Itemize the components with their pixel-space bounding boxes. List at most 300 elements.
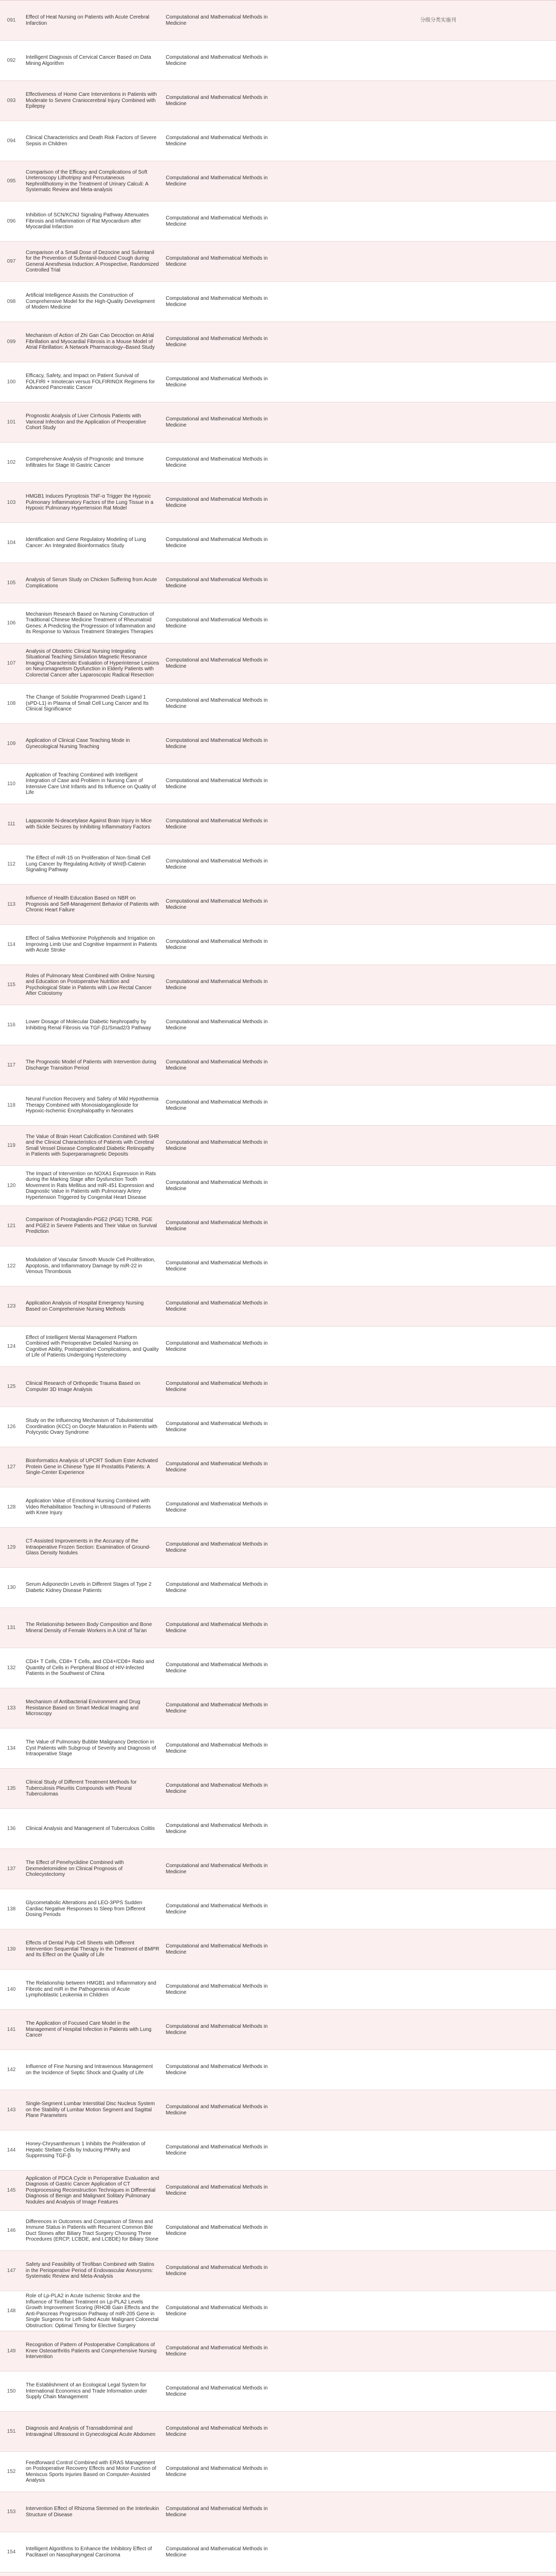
remark — [417, 925, 556, 964]
journal-name: Computational and Mathematical Methods in Medicine — [166, 456, 268, 468]
table-row — [0, 2532, 556, 2572]
journal-name: Computational and Mathematical Methods in Medicine — [166, 2426, 268, 2437]
article-title: Intelligent Algorithms to Enhance the Inhibitory Effect of Paclitaxel on Nasopharyngeal Carcinoma — [26, 2546, 152, 2558]
affiliation — [286, 402, 417, 442]
remark — [417, 2572, 556, 2576]
article-title: The Prognostic Model of Patients with Intervention during Discharge Transition Period — [26, 1059, 157, 1071]
journal-name: Computational and Mathematical Methods in Medicine — [166, 2064, 268, 2076]
article-title: Honey-Chrysanthemum 1 Inhibits the Proliferation of Hepatic Stellate Cells by Inducing PPARγ and Suppressing TGF-β — [26, 2141, 146, 2159]
journal-name: Computational and Mathematical Methods in Medicine — [166, 1059, 268, 1071]
table-row — [0, 1889, 556, 1929]
remark — [417, 402, 556, 442]
article-title: The Establishment of an Ecological Legal System for International Economics and Trade Information under Supply Chain Management — [26, 2382, 147, 2400]
row-index: 139 — [7, 1946, 16, 1952]
affiliation — [286, 965, 417, 1005]
row-index: 109 — [7, 740, 16, 747]
article-title: Roles of Pulmonary Meat Combined with Online Nursing and Education on Postoperative Nutrition and Psychological State in Patients with Low Rectal Cancer After Colostomy — [26, 973, 155, 996]
journal-name: Computational and Mathematical Methods in Medicine — [166, 1702, 268, 1714]
affiliation — [286, 2532, 417, 2572]
row-index: 101 — [7, 419, 16, 425]
article-title: The Impact of Intervention on NOXA1 Expression in Rats during the Marking Stage after Dysfunction Tooth Movement in Rats Mellitus and miR-451 Expression and Diagnostic Value in Patients with Pulmonary Artery Hypertension Triggered by Congenital Heart Disease — [26, 1171, 156, 1200]
affiliation — [286, 2211, 417, 2250]
remark — [417, 1728, 556, 1768]
affiliation — [286, 1447, 417, 1487]
journal-name: Computational and Mathematical Methods in Medicine — [166, 1220, 268, 1232]
table-row — [0, 1327, 556, 1367]
table-row — [0, 1728, 556, 1769]
row-index: 103 — [7, 499, 16, 505]
remark — [417, 322, 556, 362]
affiliation — [286, 81, 417, 121]
table-row — [0, 402, 556, 443]
table-row — [0, 161, 556, 201]
remark — [417, 483, 556, 522]
affiliation — [286, 362, 417, 402]
table-row — [0, 563, 556, 603]
table-row — [0, 684, 556, 724]
article-title: Prognostic Analysis of Liver Cirrhosis Patients with Variceal Infection and the Application of Preoperative Cohort Study — [26, 413, 146, 431]
affiliation — [286, 724, 417, 764]
article-title: The Relationship between HMGB1 and Inflammatory and Fibrotic and miR in the Pathogenesis of Acute Lymphoblastic Leukemia in Children — [26, 1980, 157, 1998]
remark — [417, 1889, 556, 1929]
remark — [417, 1809, 556, 1849]
table-row — [0, 925, 556, 965]
article-title: Recognition of Pattern of Postoperative Complications of Knee Osteoarthritis Patients and Comprehensive Nursing Intervention — [26, 2342, 157, 2360]
remark — [417, 1849, 556, 1889]
row-index: 123 — [7, 1303, 16, 1309]
remark — [417, 2492, 556, 2532]
affiliation — [286, 1407, 417, 1447]
remark — [417, 1970, 556, 2009]
affiliation — [286, 443, 417, 482]
article-title: Identification and Gene Regulatory Modeling of Lung Cancer: An Integrated Bioinformatics Study — [26, 537, 146, 549]
journal-name: Computational and Mathematical Methods in Medicine — [166, 215, 268, 227]
article-title: Effect of Saliva Methionine Polyphenols and Irrigation on Improving Limb Use and Cognitive Impairment in Patients with Acute Stroke — [26, 936, 158, 954]
row-index: 094 — [7, 138, 16, 144]
affiliation — [286, 2050, 417, 2090]
remark — [417, 2171, 556, 2210]
article-title: Influence of Fine Nursing and Intravenous Management on the Incidence of Septic Shock and Quality of Life — [26, 2064, 153, 2076]
article-title: The Effect of miR-15 on Proliferation of Non-Small Cell Lung Cancer by Regulating Activity of Wnt/β-Catenin Signaling Pathway — [26, 855, 151, 873]
table-row — [0, 1045, 556, 1086]
affiliation — [286, 1327, 417, 1366]
row-index: 138 — [7, 1906, 16, 1912]
journal-name: Computational and Mathematical Methods in Medicine — [166, 1140, 268, 1151]
remark — [417, 1327, 556, 1366]
article-title: Clinical Research of Orthopedic Trauma Based on Computer 3D Image Analysis — [26, 1381, 141, 1393]
table-row — [0, 764, 556, 804]
article-title: Neural Function Recovery and Safety of Mild Hypothermia Therapy Combined with Monosialoganglioside for Hypoxic-Ischemic Encephalopathy in Neonates — [26, 1096, 159, 1114]
affiliation — [286, 2291, 417, 2331]
table-row — [0, 483, 556, 523]
remark — [417, 603, 556, 643]
affiliation — [286, 1166, 417, 1206]
affiliation — [286, 1528, 417, 1567]
article-title: Feedforward Control Combined with ERAS Management on Postoperative Recovery Effects and Motor Function of Meniscus Sports Injuries Based on Computer-Assisted Analysis — [26, 2460, 157, 2483]
row-index: 099 — [7, 338, 16, 345]
article-title: Clinical Study of Different Treatment Methods for Tuberculosis Pleuritis Compounds with Pleural Tuberculomas — [26, 1780, 137, 1798]
remark — [417, 282, 556, 321]
row-index: 147 — [7, 2267, 16, 2274]
journal-name: Computational and Mathematical Methods in Medicine — [166, 1582, 268, 1594]
article-title: Glycometabolic Alterations and LEO-3PPS Sudden Cardiac Negative Responses to Sleep from Different Dosing Periods — [26, 1900, 146, 1918]
affiliation — [286, 1005, 417, 1045]
journal-name: Computational and Mathematical Methods in Medicine — [166, 1823, 268, 1835]
row-index: 141 — [7, 2026, 16, 2032]
article-title: Clinical Characteristics and Death Risk Factors of Severe Sepsis in Children — [26, 135, 157, 147]
table-row — [0, 242, 556, 282]
affiliation — [286, 523, 417, 563]
affiliation — [286, 1688, 417, 1728]
row-index: 117 — [7, 1062, 15, 1068]
affiliation — [286, 2010, 417, 2049]
article-title: Application of PDCA Cycle in Perioperative Evaluation and Diagnosis of Gastric Cancer Application of CT Postprocessing Reconstruction Techniques in Differential Diagnosis of Benign and Malignant Solitary Pulmonary Nodules and Analysis of Image Features — [26, 2175, 160, 2205]
remark — [417, 1648, 556, 1688]
remark — [417, 362, 556, 402]
journal-name: Computational and Mathematical Methods in Medicine — [166, 657, 268, 669]
article-title: The Relationship between Body Composition and Bone Mineral Density of Female Workers in A Unit of Tai'an — [26, 1622, 152, 1634]
affiliation — [286, 2171, 417, 2210]
row-index: 116 — [7, 1022, 15, 1028]
table-row — [0, 1528, 556, 1568]
journal-name: Computational and Mathematical Methods in Medicine — [166, 1662, 268, 1674]
remark — [417, 804, 556, 844]
journal-name: Computational and Mathematical Methods in Medicine — [166, 577, 268, 589]
affiliation — [286, 925, 417, 964]
journal-name: Computational and Mathematical Methods in Medicine — [166, 1742, 268, 1754]
table-row — [0, 1286, 556, 1327]
remark — [417, 1447, 556, 1487]
row-index: 151 — [7, 2428, 16, 2434]
article-title — [23, 2572, 163, 2576]
affiliation — [286, 322, 417, 362]
table-row — [0, 2492, 556, 2532]
row-index: 113 — [7, 901, 15, 907]
row-index: 107 — [7, 660, 16, 666]
row-index: 112 — [7, 861, 15, 867]
affiliation — [286, 1086, 417, 1125]
journal-name: Computational and Mathematical Methods in Medicine — [166, 296, 268, 308]
journal-name: Computational and Mathematical Methods in Medicine — [166, 1461, 268, 1473]
row-index: 142 — [7, 2066, 16, 2073]
remark — [417, 1286, 556, 1326]
affiliation — [286, 1648, 417, 1688]
remark — [417, 1528, 556, 1567]
article-title: Effectiveness of Home Care Interventions in Patients with Moderate to Severe Craniocerebral Injury Combined with Epilepsy — [26, 92, 157, 110]
row-index: 129 — [7, 1544, 16, 1550]
table-row — [0, 1086, 556, 1126]
article-title: Comparison of a Small Dose of Dezocine and Sufentanil for the Prevention of Sufentanil-Induced Cough during General Anesthesia Induction: A Prospective, Randomized Controlled Trial — [26, 249, 159, 273]
affiliation — [286, 1206, 417, 1246]
remark — [417, 2291, 556, 2331]
table-row — [0, 1769, 556, 1809]
affiliation — [286, 1286, 417, 1326]
row-index: 121 — [7, 1223, 16, 1229]
remark — [417, 643, 556, 683]
journal-name — [163, 2572, 286, 2576]
journal-name: Computational and Mathematical Methods in Medicine — [166, 256, 268, 267]
journal-name: Computational and Mathematical Methods in Medicine — [166, 979, 268, 991]
table-row — [0, 81, 556, 121]
article-title: Clinical Analysis and Management of Tuberculous Colitis — [26, 1825, 155, 1832]
table-row — [0, 2452, 556, 2492]
article-title: Intelligent Diagnosis of Cervical Cancer Based on Data Mining Algorithm — [26, 55, 151, 66]
row-index: 148 — [7, 2308, 16, 2314]
remark — [417, 2251, 556, 2291]
affiliation — [286, 2412, 417, 2451]
journal-name: Computational and Mathematical Methods in Medicine — [166, 1501, 268, 1513]
row-index: 114 — [7, 941, 15, 947]
article-title: Application Value of Emotional Nursing Combined with Video Rehabilitation Teaching in Ultrasound of Patients with Knee Injury — [26, 1498, 151, 1516]
affiliation — [286, 1487, 417, 1527]
affiliation — [286, 2090, 417, 2130]
remark — [417, 1568, 556, 1607]
row-index: 096 — [7, 218, 16, 224]
remark — [417, 2130, 556, 2170]
remark — [417, 1929, 556, 1969]
journal-name: Computational and Mathematical Methods in Medicine — [166, 95, 268, 107]
table-row — [0, 2412, 556, 2452]
table-row — [0, 1809, 556, 1849]
affiliation — [286, 201, 417, 241]
table-row — [0, 804, 556, 844]
affiliation — [286, 2492, 417, 2532]
table-row — [0, 1126, 556, 1166]
row-index: 118 — [7, 1102, 15, 1108]
affiliation — [286, 483, 417, 522]
journal-name: Computational and Mathematical Methods in Medicine — [166, 698, 268, 709]
row-index: 154 — [7, 2549, 16, 2555]
journal-name: Computational and Mathematical Methods in Medicine — [166, 336, 268, 348]
article-title: Safety and Feasibility of Tirofiban Combined with Statins in the Perioperative Period of Endovascular Aneurysms: Systematic Review and Meta-Analysis — [26, 2262, 154, 2280]
remark — [417, 2412, 556, 2451]
affiliation — [286, 1929, 417, 1969]
affiliation — [286, 1809, 417, 1849]
affiliation — [286, 2371, 417, 2411]
table-row — [0, 322, 556, 362]
journal-name: Computational and Mathematical Methods in Medicine — [166, 1381, 268, 1393]
journal-name: Computational and Mathematical Methods in Medicine — [166, 1903, 268, 1915]
affiliation — [286, 1608, 417, 1648]
remark: 分级分类实施刊 — [420, 17, 456, 23]
journal-name: Computational and Mathematical Methods in Medicine — [166, 2104, 268, 2116]
article-title: The Value of Pulmonary Bubble Malignancy Detection in Cyst Patients with Subgroup of Severity and Diagnosis of Intraoperative Stage — [26, 1739, 156, 1757]
journal-name: Computational and Mathematical Methods in Medicine — [166, 2466, 268, 2478]
article-title: The Application of Focused Care Model in the Management of Hospital Infection in Patients with Lung Cancer — [26, 2021, 152, 2039]
remark — [417, 885, 556, 924]
journal-name: Computational and Mathematical Methods in Medicine — [166, 899, 268, 910]
article-title: Modulation of Vascular Smooth Muscle Cell Proliferation, Apoptosis, and Inflammatory Damage by miR-22 in Venous Thrombosis — [26, 1257, 155, 1275]
table-row — [0, 1970, 556, 2010]
row-index: 152 — [7, 2468, 16, 2475]
article-title: CD4+ T Cells, CD8+ T Cells, and CD4+/CD8+ Ratio and Quantity of Cells in Peripheral Blood of HIV-Infected Patients in the Southwest of China — [26, 1659, 154, 1677]
journal-name: Computational and Mathematical Methods in Medicine — [166, 2024, 268, 2036]
row-index: 093 — [7, 97, 16, 104]
article-title: Analysis of Obstetric Clinical Nursing Integrating Situational Teaching Simulation Magnetic Resonance Imaging Characteristic Evaluation of Hyperintense Lesions on Neuromagnetism Dysfunction in Elderly Patients with Colorectal Cancer after Laparoscopic Radical Resection — [26, 648, 160, 678]
row-index: 133 — [7, 1705, 16, 1711]
journal-name: Computational and Mathematical Methods in Medicine — [166, 1541, 268, 1553]
table-row — [0, 443, 556, 483]
table-row — [0, 2130, 556, 2171]
table-row — [0, 1608, 556, 1648]
row-index: 131 — [7, 1624, 16, 1631]
affiliation — [286, 1246, 417, 1286]
row-index: 135 — [7, 1785, 16, 1791]
remark — [417, 1166, 556, 1206]
remark — [417, 764, 556, 804]
row-index: 153 — [7, 2509, 16, 2515]
article-title: Intervention Effect of Rhizoma Stemmed on the Interleukin Structure of Disease — [26, 2506, 159, 2518]
table-row — [0, 282, 556, 322]
remark — [417, 1086, 556, 1125]
remark — [417, 523, 556, 563]
journal-name: Computational and Mathematical Methods in Medicine — [166, 778, 268, 790]
remark — [417, 1367, 556, 1406]
journal-name: Computational and Mathematical Methods in Medicine — [166, 1019, 268, 1031]
row-index: 145 — [7, 2187, 16, 2193]
row-index: 106 — [7, 620, 16, 626]
table-row — [0, 1407, 556, 1447]
journal-name: Computational and Mathematical Methods in Medicine — [166, 617, 268, 629]
row-index: 100 — [7, 379, 16, 385]
table-row — [0, 1929, 556, 1970]
affiliation — [286, 161, 417, 201]
affiliation — [286, 1568, 417, 1607]
row-index: 097 — [7, 258, 16, 264]
affiliation — [286, 41, 417, 80]
table-row — [0, 1367, 556, 1407]
table-row — [0, 2090, 556, 2130]
row-index: 146 — [7, 2227, 16, 2233]
journal-name: Computational and Mathematical Methods in Medicine — [166, 1180, 268, 1192]
affiliation — [286, 1769, 417, 1808]
remark — [417, 1487, 556, 1527]
row-index: 126 — [7, 1423, 16, 1430]
row-index: 122 — [7, 1263, 16, 1269]
table-row — [0, 362, 556, 402]
row-index: 125 — [7, 1383, 16, 1389]
article-title: Role of Lp-PLA2 in Acute Ischemic Stroke and the Influence of Tirofiban Treatment on Lp-PLA2 Levels Growth Improvement Scoring (RHOB Gain Effects and the Anti-Pancreas Progression Pathway of mIR-205 Gene in Single Surgeons for Left-Sided Acute Malignant Colorectal Obstruction: Optimal Timing for Elective Surgery — [26, 2293, 159, 2329]
article-title: Comprehensive Analysis of Prognostic and Immune Infiltrates for Stage III Gastric Cancer — [26, 456, 144, 468]
table-row — [0, 1206, 556, 1246]
row-index: 150 — [7, 2388, 16, 2394]
article-title: Artificial Intelligence Assists the Construction of Comprehensive Model for the High-Quality Development of Modern Medicine — [26, 293, 155, 311]
table-row — [0, 1648, 556, 1688]
affiliation — [286, 1728, 417, 1768]
affiliation — [286, 684, 417, 723]
journal-name: Computational and Mathematical Methods in Medicine — [166, 175, 268, 187]
journal-name: Computational and Mathematical Methods in Medicine — [166, 2385, 268, 2397]
remark — [417, 1688, 556, 1728]
journal-name: Computational and Mathematical Methods in Medicine — [166, 416, 268, 428]
journal-name: Computational and Mathematical Methods in Medicine — [166, 2506, 268, 2518]
article-title: Lower Dosage of Molecular Diabetic Nephropathy by Inhibiting Renal Fibrosis via TGF-β1/Smad2/3 Pathway — [26, 1019, 151, 1031]
remark — [417, 2331, 556, 2371]
remark — [417, 563, 556, 603]
remark — [417, 965, 556, 1005]
affiliation — [286, 2331, 417, 2371]
affiliation — [286, 603, 417, 643]
row-index: 105 — [7, 580, 16, 586]
article-title: HMGB1 Induces Pyroptosis TNF-α Trigger the Hypoxic Pulmonary Inflammatory Factors of the Lung Tissue in a Hypoxic Pulmonary Hypertension Rat Model — [26, 494, 153, 512]
journal-name: Computational and Mathematical Methods in Medicine — [166, 537, 268, 549]
table-row — [0, 2291, 556, 2331]
affiliation — [286, 1045, 417, 1085]
article-title: The Value of Brain Heart Calcification Combined with SHR and the Clinical Characteristics of Patients with Cerebral Small Vessel Disease Complicated Diabetic Retinopathy in Patients with Superparamagnetic Deposits — [26, 1133, 159, 1157]
table-row — [0, 1447, 556, 1487]
row-index: 128 — [7, 1504, 16, 1510]
journal-name: Computational and Mathematical Methods in Medicine — [166, 2144, 268, 2156]
article-title: Bioinformatics Analysis of UPCRT Sodium Ester Activated Protein Gene in Chinese Type III Prostatitis Patients: A Single-Center Experience — [26, 1458, 158, 1476]
table-row — [0, 1487, 556, 1528]
article-title: Mechanism Research Based on Nursing Construction of Traditional Chinese Medicine Treatment of Rheumatoid Genes: A Predicting the Progression of Inflammation and its Response to Various Treatment Strategies Therapies — [26, 611, 155, 635]
table-row — [0, 2050, 556, 2090]
article-title: The Effect of Penehyclidine Combined with Dexmedetomidine on Clinical Prognosis of Cholecystectomy — [26, 1860, 124, 1878]
table-row — [0, 1568, 556, 1608]
row-index: 136 — [7, 1825, 16, 1832]
affiliation — [286, 844, 417, 884]
remark — [417, 1769, 556, 1808]
row-index: 124 — [7, 1343, 16, 1349]
journal-name: Computational and Mathematical Methods in Medicine — [166, 858, 268, 870]
table-row — [0, 2251, 556, 2291]
journal-name: Computational and Mathematical Methods in Medicine — [166, 939, 268, 951]
journal-name: Computational and Mathematical Methods in Medicine — [166, 1783, 268, 1794]
table-row — [0, 41, 556, 81]
row-index: 091 — [7, 17, 16, 23]
table-row — [0, 201, 556, 242]
remark — [417, 1206, 556, 1246]
remark — [417, 41, 556, 80]
article-title: Effect of Intelligent Mental Management Platform Combined with Perioperative Detailed Nursing on Cognitive Ability, Postoperative Complications, and Quality of Life of Patients Undergoing Hysterectomy — [26, 1334, 159, 1358]
affiliation — [286, 1849, 417, 1889]
remark — [417, 1246, 556, 1286]
journal-name: Computational and Mathematical Methods in Medicine — [166, 1943, 268, 1955]
affiliation — [286, 282, 417, 321]
table-row — [0, 523, 556, 563]
article-title: Lappaconite N-deacetylase Against Brain Injury in Mice with Sickle Seizures by Inhibiting Inflammatory Factors — [26, 818, 152, 830]
table-row — [0, 965, 556, 1005]
journal-name: Computational and Mathematical Methods in Medicine — [166, 497, 268, 509]
article-title: Comparison of Prostaglandin-PGE2 (PGE) TCRB, PGE and PGE2 in Severe Patients and Their Value on Survival Prediction — [26, 1217, 157, 1235]
row-index: 120 — [7, 1182, 16, 1189]
journal-name: Computational and Mathematical Methods in Medicine — [166, 55, 268, 66]
remark — [417, 242, 556, 281]
row-index: 110 — [7, 781, 15, 787]
remark — [417, 724, 556, 764]
journal-name: Computational and Mathematical Methods in Medicine — [166, 1300, 268, 1312]
journal-name: Computational and Mathematical Methods in Medicine — [166, 1260, 268, 1272]
table-row — [0, 2371, 556, 2412]
table-row — [0, 603, 556, 643]
journal-name: Computational and Mathematical Methods in Medicine — [166, 738, 268, 750]
table-row — [0, 2572, 556, 2576]
article-title: The Change of Soluble Programmed Death Ligand 1 (sPD-L1) in Plasma of Small Cell Lung Cancer and Its Clinical Significance — [26, 694, 149, 713]
remark — [417, 2090, 556, 2130]
table-row — [0, 1166, 556, 1206]
row-index: 137 — [7, 1866, 16, 1872]
row-index: 115 — [7, 981, 15, 988]
article-title: CT-Assisted Improvements in the Accuracy of the Intraoperative Frozen Section: Examination of Ground-Glass Density Nodules — [26, 1538, 151, 1556]
table-row — [0, 724, 556, 764]
remark — [417, 1608, 556, 1648]
affiliation — [286, 2130, 417, 2170]
remark — [417, 443, 556, 482]
affiliation — [286, 1889, 417, 1929]
table-row — [0, 2171, 556, 2211]
remark — [417, 1045, 556, 1085]
affiliation — [286, 643, 417, 683]
